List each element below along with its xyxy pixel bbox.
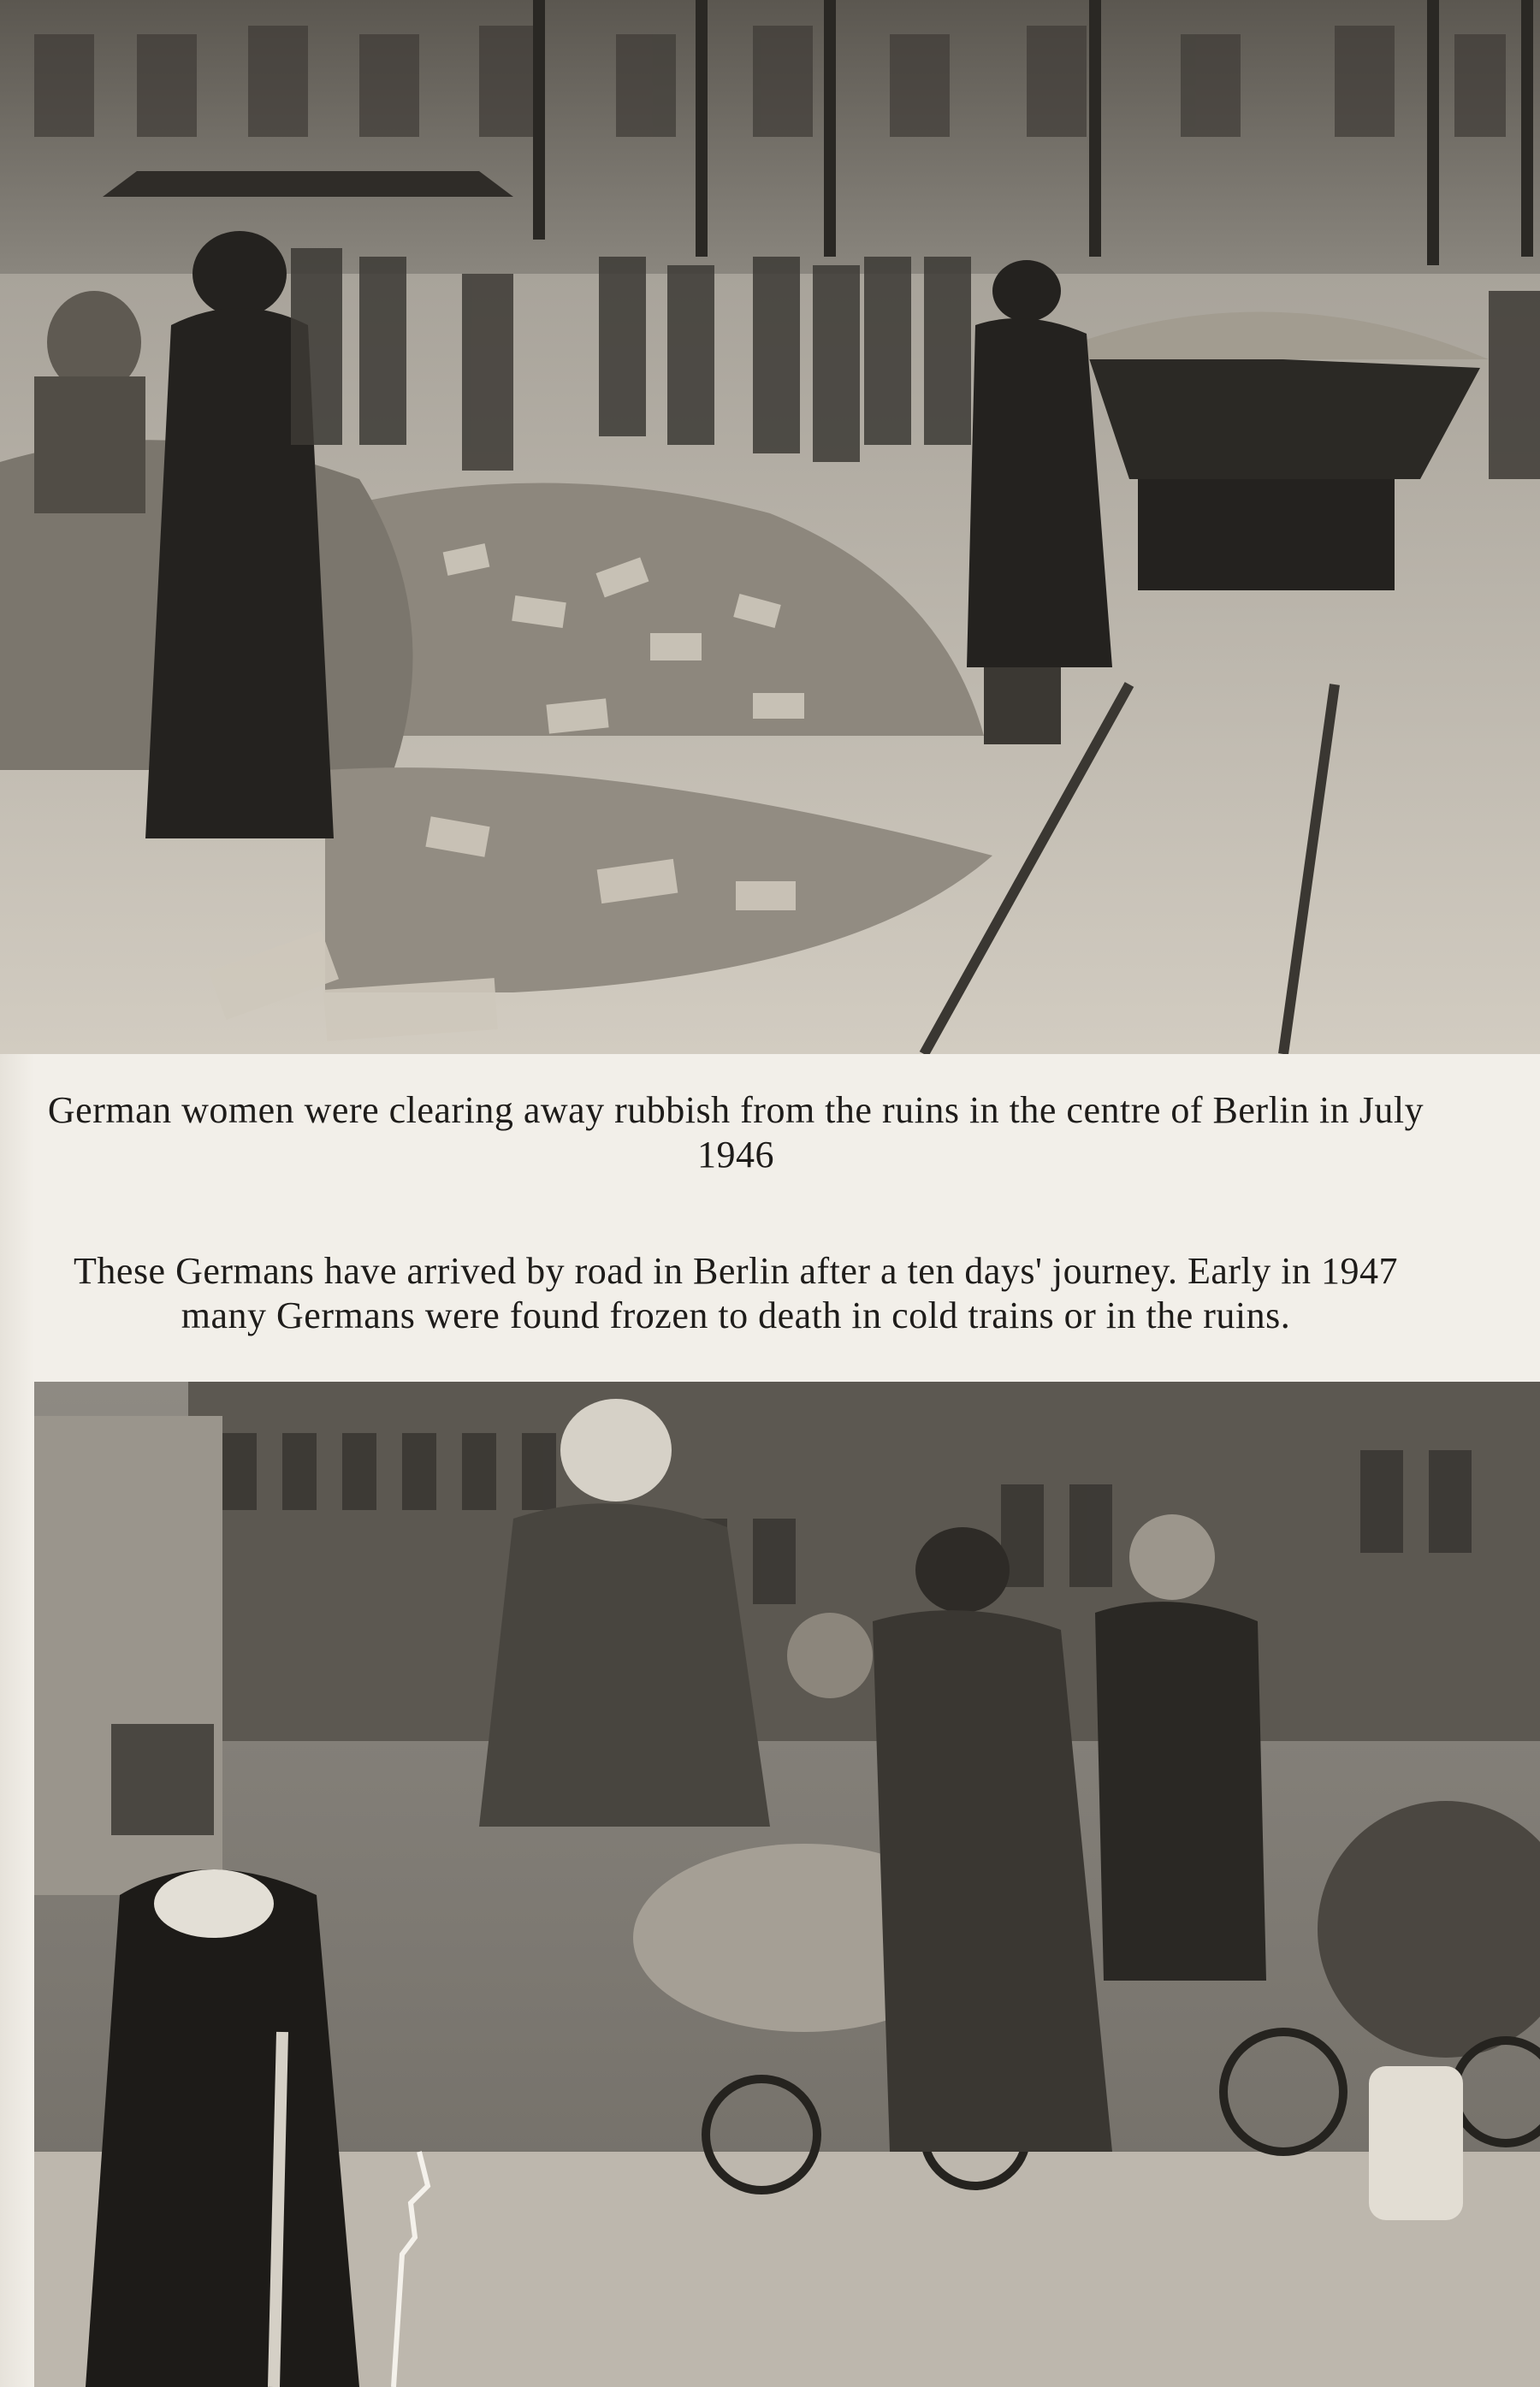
refugees-with-carts-photo bbox=[34, 1382, 1540, 2387]
page-margin bbox=[0, 1054, 34, 2387]
top-photo-caption: German women were clearing away rubbish from the ruins in the centre of Berlin in July 1946 bbox=[47, 1089, 1424, 1176]
women-clearing-rubble-photo bbox=[0, 0, 1540, 1054]
bottom-photo-caption: These Germans have arrived by road in Berlin after a ten days' journey. Early in 1947 many Germans were found frozen to death in cold trains or in the ruins. bbox=[74, 1250, 1398, 1336]
